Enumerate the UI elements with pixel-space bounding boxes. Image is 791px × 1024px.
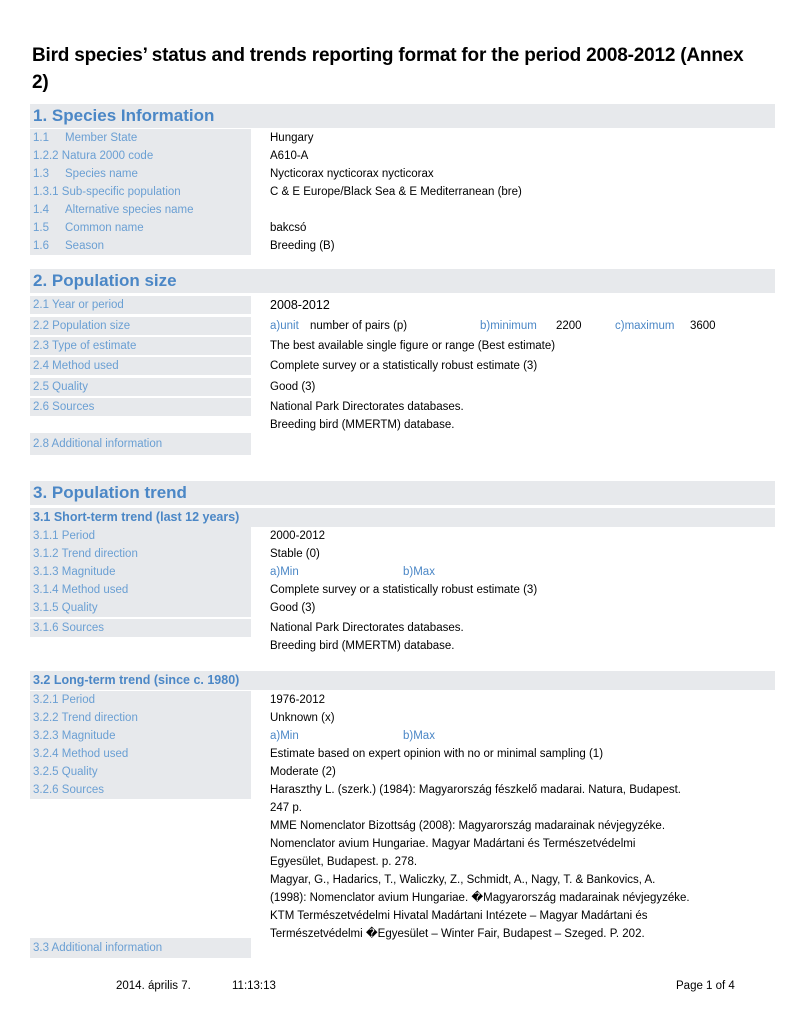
footer-date: 2014. április 7.: [116, 980, 191, 992]
maximum-label: c)maximum: [615, 320, 675, 332]
label-long-sources: 3.2.6 Sources: [30, 781, 251, 799]
label-season: 1.6 Season: [30, 237, 251, 255]
label-method-used: 2.4 Method used: [30, 357, 251, 375]
long-min-label: a)Min: [270, 730, 299, 742]
value-year-or-period: 2008-2012: [270, 298, 330, 312]
minimum-value: 2200: [556, 320, 582, 332]
label-long-magnitude: 3.2.3 Magnitude: [30, 727, 251, 745]
label-type-of-estimate: 2.3 Type of estimate: [30, 337, 251, 355]
label-short-magnitude: 3.1.3 Magnitude: [30, 563, 251, 581]
short-term-trend-heading: 3.1 Short-term trend (last 12 years): [30, 508, 775, 527]
document-title: Bird species’ status and trends reporting format for the period 2008-2012 (Annex 2): [32, 45, 744, 93]
value-population-size: [270, 317, 740, 335]
short-max-label: b)Max: [403, 566, 435, 578]
value-species-name: Nycticorax nycticorax nycticorax: [270, 168, 434, 180]
value-short-period: 2000-2012: [270, 530, 325, 542]
value-short-trend-direction: Stable (0): [270, 548, 320, 560]
value-season: Breeding (B): [270, 240, 335, 252]
value-long-sources: Haraszthy L. (szerk.) (1984): Magyarország fészkelő madarai. Natura, Budapest. 247 p. MME Nomenclator Bizottság (2008): Magyarország madarainak névjegyzéke. Nomenclator avium Hungariae. Magyar Madártani és Természetvédelmi Egyesület, Budapest. p. 278. Magyar, G., Hadarics, T., Waliczky, Z., Schmidt, A., Nagy, T. & Bankovics, A. (1998): Nomenclator avium Hungariae. �Magyarország madarainak névjegyzéke. KTM Természetvédelmi Hivatal Madártani Intézete – Magyar Madártani és Természetvédelmi �Egyesület – Winter Fair, Budapest – Szeged. P. 202.: [270, 784, 690, 940]
value-sources: National Park Directorates databases. Breeding bird (MMERTM) database.: [270, 401, 464, 431]
label-additional-information: 2.8 Additional information: [30, 433, 251, 455]
long-term-trend-heading: 3.2 Long-term trend (since c. 1980): [30, 671, 775, 690]
label-long-method-used: 3.2.4 Method used: [30, 745, 251, 763]
label-long-trend-direction: 3.2.2 Trend direction: [30, 709, 251, 727]
unit-value: number of pairs (p): [309, 320, 408, 332]
minimum-label: b)minimum: [480, 320, 537, 332]
label-long-period: 3.2.1 Period: [30, 691, 251, 709]
section-population-trend-heading: 3. Population trend: [30, 481, 775, 505]
section-population-size-heading: 2. Population size: [30, 269, 775, 293]
label-common-name: 1.5 Common name: [30, 219, 251, 237]
label-quality: 2.5 Quality: [30, 378, 251, 396]
label-short-sources: 3.1.6 Sources: [30, 619, 251, 637]
label-short-trend-direction: 3.1.2 Trend direction: [30, 545, 251, 563]
short-min-label: a)Min: [270, 566, 299, 578]
value-member-state: Hungary: [270, 132, 314, 144]
label-species-name: 1.3 Species name: [30, 165, 251, 183]
value-short-magnitude: [270, 563, 740, 581]
value-short-sources: National Park Directorates databases. Breeding bird (MMERTM) database.: [270, 622, 464, 652]
label-year-or-period: 2.1 Year or period: [30, 296, 251, 314]
label-short-period: 3.1.1 Period: [30, 527, 251, 545]
value-short-quality: Good (3): [270, 602, 316, 614]
label-member-state: 1.1 Member State: [30, 129, 251, 147]
value-long-quality: Moderate (2): [270, 766, 336, 778]
label-short-quality: 3.1.5 Quality: [30, 599, 251, 617]
value-natura-code: A610-A: [270, 150, 309, 162]
value-long-period: 1976-2012: [270, 694, 325, 706]
label-sub-specific-population: 1.3.1 Sub-specific population: [30, 183, 251, 201]
label-natura-code: 1.2.2 Natura 2000 code: [30, 147, 251, 165]
label-sources: 2.6 Sources: [30, 398, 251, 416]
label-population-size: 2.2 Population size: [30, 317, 251, 335]
label-long-quality: 3.2.5 Quality: [30, 763, 251, 781]
maximum-value: 3600: [690, 320, 716, 332]
value-long-magnitude: [270, 727, 740, 745]
long-max-label: b)Max: [403, 730, 435, 742]
label-short-method-used: 3.1.4 Method used: [30, 581, 251, 599]
value-short-method-used: Complete survey or a statistically robust estimate (3): [270, 584, 538, 596]
label-alternative-species-name: 1.4 Alternative species name: [30, 201, 251, 219]
value-method-used: Complete survey or a statistically robust estimate (3): [270, 360, 538, 372]
footer-time: 11:13:13: [232, 980, 276, 992]
value-long-trend-direction: Unknown (x): [270, 712, 335, 724]
section-species-information-heading: 1. Species Information: [30, 104, 775, 128]
value-common-name: bakcsó: [270, 222, 307, 234]
value-sub-specific-population: C & E Europe/Black Sea & E Mediterranean (bre): [270, 186, 522, 198]
footer-page-number: Page 1 of 4: [676, 980, 735, 992]
label-trend-additional-information: 3.3 Additional information: [30, 938, 251, 958]
unit-label: a)unit: [270, 320, 299, 332]
value-long-method-used: Estimate based on expert opinion with no or minimal sampling (1): [270, 748, 604, 760]
value-quality: Good (3): [270, 381, 316, 393]
value-type-of-estimate: The best available single figure or range (Best estimate): [270, 340, 556, 352]
